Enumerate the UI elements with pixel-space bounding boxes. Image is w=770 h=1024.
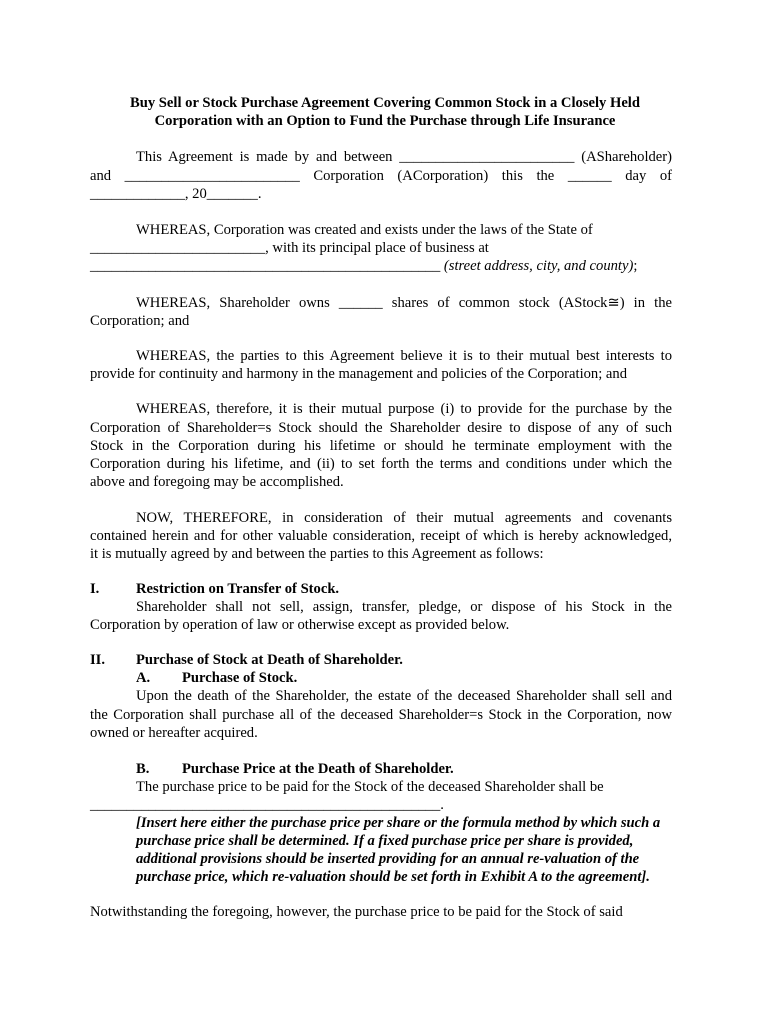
section-number: II. [90, 652, 106, 668]
instruction-note-line: additional provisions should be inserted providing for an annual re-valuation of the [136, 851, 640, 867]
whereas-line: WHEREAS, Shareholder owns ______ shares of common stock (AStock≅) in the [136, 295, 672, 311]
whereas-line: Corporation; and [90, 313, 190, 329]
subsection-b-heading [136, 760, 672, 778]
subsection-b-line: The purchase price to be paid for the Stock of the deceased Shareholder shall be [136, 779, 604, 795]
whereas-line: above and foregoing may be accomplished. [90, 474, 344, 490]
document-title-line-2: Corporation with an Option to Fund the Purchase through Life Insurance [154, 113, 616, 129]
document-title-line-1: Buy Sell or Stock Purchase Agreement Covering Common Stock in a Closely Held [130, 95, 640, 111]
subsection-title: Purchase Price at the Death of Shareholder. [182, 761, 454, 777]
intro-line: This Agreement is made by and between ________________________ (AShareholder) [136, 149, 672, 165]
subsection-title: Purchase of Stock. [182, 670, 298, 686]
section-title: Purchase of Stock at Death of Shareholder. [136, 652, 403, 668]
whereas-line: Corporation during his lifetime, and (ii) to set forth the terms and conditions under which the [90, 456, 672, 472]
intro-line: _____________, 20_______. [90, 186, 262, 202]
now-therefore-line: it is mutually agreed by and between the parties to this Agreement as follows: [90, 546, 544, 562]
now-therefore-line: NOW, THEREFORE, in consideration of their mutual agreements and covenants [136, 510, 672, 526]
whereas-line: WHEREAS, Corporation was created and exists under the laws of the State of [136, 222, 593, 238]
whereas-line [90, 257, 672, 275]
section-1-heading [90, 580, 672, 598]
section-1-line: Corporation by operation of law or otherwise except as provided below. [90, 617, 510, 633]
whereas-line: Corporation of Shareholder=s Stock should the Shareholder desire to dispose of any of such [90, 420, 672, 436]
address-blank: ________________________________________________ [90, 258, 441, 274]
instruction-note-line: purchase price shall be determined. If a fixed purchase price per share is provided, [136, 833, 634, 849]
intro-line: and ________________________ Corporation (ACorporation) this the ______ day of [90, 168, 672, 184]
semicolon: ; [633, 258, 638, 274]
whereas-line: ________________________, with its principal place of business at [90, 240, 489, 256]
whereas-line: WHEREAS, the parties to this Agreement believe it is to their mutual best interests to [136, 348, 672, 364]
subsection-a-line: Upon the death of the Shareholder, the estate of the deceased Shareholder shall sell and [136, 688, 672, 704]
whereas-line: WHEREAS, therefore, it is their mutual purpose (i) to provide for the purchase by the [136, 401, 672, 417]
subsection-a-line: the Corporation shall purchase all of the deceased Shareholder=s Stock in the Corporation, now [90, 707, 672, 723]
whereas-line: provide for continuity and harmony in the management and policies of the Corporation; and [90, 366, 627, 382]
section-title: Restriction on Transfer of Stock. [136, 581, 340, 597]
subsection-letter: B. [136, 761, 150, 777]
section-number: I. [90, 581, 100, 597]
subsection-a-heading [136, 669, 672, 687]
address-hint: (street address, city, and county) [443, 258, 634, 274]
whereas-line: Stock in the Corporation during his lifetime or should he terminate employment with the [90, 438, 672, 454]
instruction-note-line: [Insert here either the purchase price per share or the formula method by which such a [136, 815, 661, 831]
now-therefore-line: contained herein and for other valuable consideration, receipt of which is hereby acknowledged, [90, 528, 672, 544]
section-1-line: Shareholder shall not sell, assign, transfer, pledge, or dispose of his Stock in the [136, 599, 672, 615]
final-paragraph-line: Notwithstanding the foregoing, however, the purchase price to be paid for the Stock of said [90, 904, 623, 920]
section-2-heading [90, 651, 672, 669]
purchase-price-blank: ________________________________________________. [90, 797, 444, 813]
instruction-note-line: purchase price, which re-valuation should be set forth in Exhibit A to the agreement]. [136, 869, 650, 885]
subsection-letter: A. [136, 670, 151, 686]
subsection-a-line: owned or hereafter acquired. [90, 725, 258, 741]
